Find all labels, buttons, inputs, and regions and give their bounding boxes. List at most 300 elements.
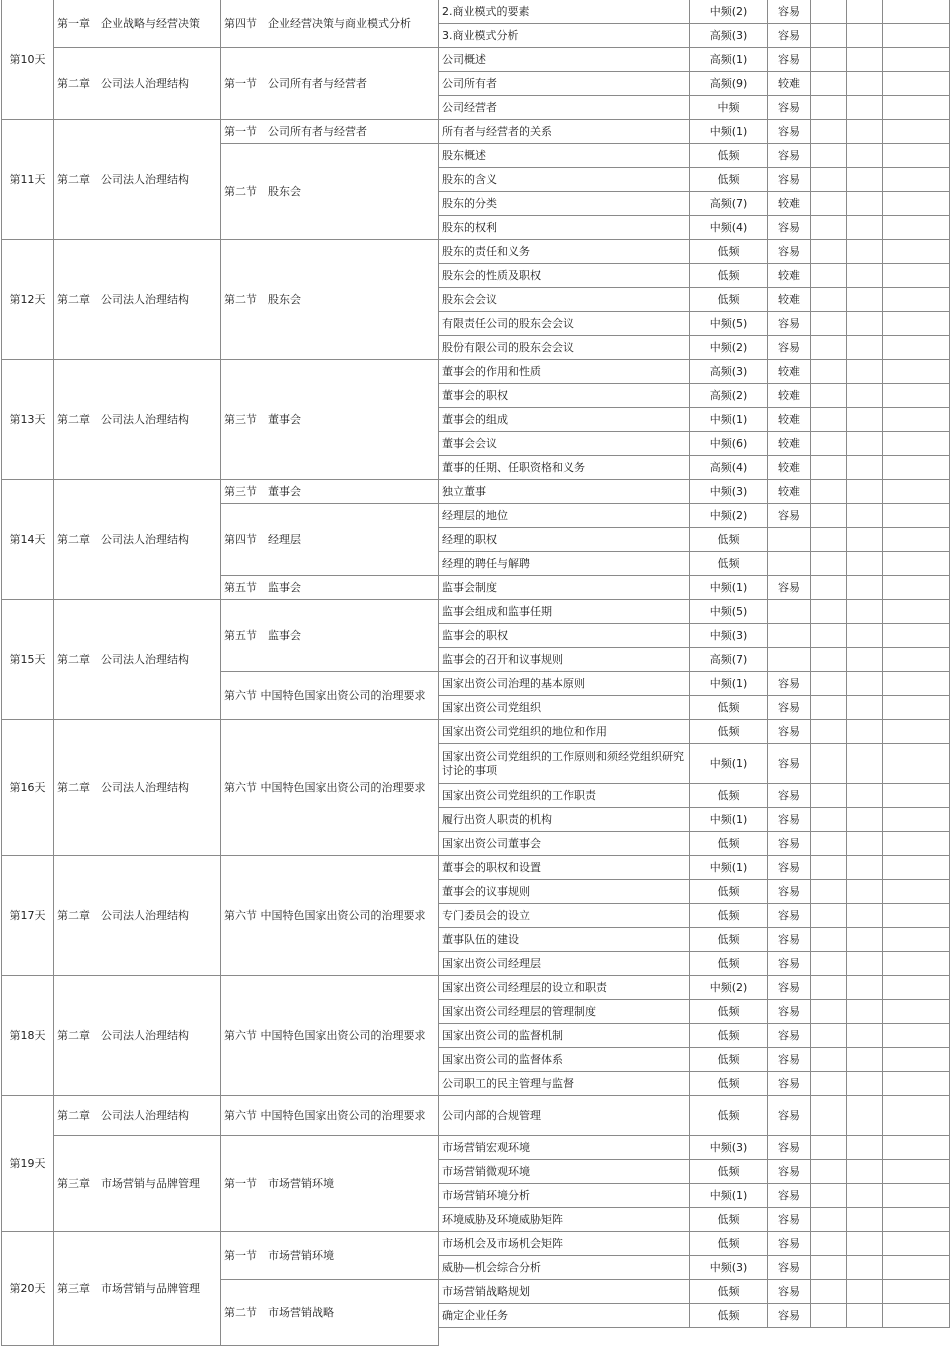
frequency-cell: 低频: [690, 1232, 768, 1256]
knowledge-point: 公司所有者: [439, 72, 690, 96]
blank-cell: [811, 784, 847, 808]
blank-cell: [847, 1072, 883, 1096]
difficulty-cell: 容易: [768, 952, 811, 976]
blank-cell: [811, 216, 847, 240]
blank-cell: [811, 0, 847, 24]
blank-cell: [883, 1048, 950, 1072]
blank-cell: [811, 1024, 847, 1048]
section-title: 第六节 中国特色国家出资公司的治理要求: [221, 976, 439, 1096]
frequency-cell: 中频(5): [690, 600, 768, 624]
frequency-cell: 中频(1): [690, 808, 768, 832]
difficulty-cell: 容易: [768, 1304, 811, 1328]
blank-cell: [811, 552, 847, 576]
difficulty-cell: 容易: [768, 744, 811, 784]
chapter-title: 第二章 公司法人治理结构: [54, 1096, 221, 1136]
difficulty-cell: 较难: [768, 264, 811, 288]
blank-cell: [883, 336, 950, 360]
table-row: [2, 1096, 950, 1136]
knowledge-point: 经理的职权: [439, 528, 690, 552]
knowledge-point: 国家出资公司董事会: [439, 832, 690, 856]
blank-cell: [847, 880, 883, 904]
chapter-title: 第二章 公司法人治理结构: [54, 720, 221, 856]
blank-cell: [883, 456, 950, 480]
blank-cell: [847, 336, 883, 360]
difficulty-cell: 容易: [768, 576, 811, 600]
blank-cell: [883, 1304, 950, 1328]
blank-cell: [847, 264, 883, 288]
blank-cell: [847, 672, 883, 696]
blank-cell: [811, 48, 847, 72]
difficulty-cell: 容易: [768, 856, 811, 880]
table-row: [2, 48, 950, 72]
frequency-cell: 低频: [690, 784, 768, 808]
blank-cell: [847, 784, 883, 808]
knowledge-point: 国家出资公司经理层的管理制度: [439, 1000, 690, 1024]
blank-cell: [847, 192, 883, 216]
table-row: [2, 1136, 950, 1160]
blank-cell: [883, 808, 950, 832]
blank-cell: [847, 1256, 883, 1280]
knowledge-point: 环境威胁及环境威胁矩阵: [439, 1208, 690, 1232]
difficulty-cell: 容易: [768, 96, 811, 120]
blank-cell: [811, 528, 847, 552]
table-row: [2, 600, 950, 624]
knowledge-point: 监事会的职权: [439, 624, 690, 648]
blank-cell: [847, 696, 883, 720]
table-row: [2, 976, 950, 1000]
blank-cell: [883, 600, 950, 624]
knowledge-point: 股东的分类: [439, 192, 690, 216]
blank-cell: [847, 48, 883, 72]
frequency-cell: 低频: [690, 1160, 768, 1184]
knowledge-point: 国家出资公司经理层的设立和职责: [439, 976, 690, 1000]
blank-cell: [847, 384, 883, 408]
blank-cell: [847, 120, 883, 144]
day-label: 第17天: [2, 856, 54, 976]
knowledge-point: 股东的含义: [439, 168, 690, 192]
page: [1, 0, 950, 1346]
blank-cell: [811, 1048, 847, 1072]
knowledge-point: 国家出资公司的监督机制: [439, 1024, 690, 1048]
knowledge-point: 股东概述: [439, 144, 690, 168]
day-label: 第13天: [2, 360, 54, 480]
knowledge-point: 威胁—机会综合分析: [439, 1256, 690, 1280]
blank-cell: [847, 976, 883, 1000]
blank-cell: [811, 976, 847, 1000]
knowledge-point: 市场营销宏观环境: [439, 1136, 690, 1160]
blank-cell: [811, 576, 847, 600]
blank-cell: [847, 1000, 883, 1024]
blank-cell: [883, 168, 950, 192]
blank-cell: [883, 72, 950, 96]
day-label: 第18天: [2, 976, 54, 1096]
table-row: [2, 1232, 950, 1256]
difficulty-cell: 容易: [768, 144, 811, 168]
blank-cell: [811, 1304, 847, 1328]
frequency-cell: 低频: [690, 1000, 768, 1024]
blank-cell: [847, 312, 883, 336]
difficulty-cell: 容易: [768, 784, 811, 808]
difficulty-cell: 较难: [768, 432, 811, 456]
knowledge-point: 监事会制度: [439, 576, 690, 600]
blank-cell: [811, 312, 847, 336]
difficulty-cell: 容易: [768, 904, 811, 928]
chapter-title: 第二章 公司法人治理结构: [54, 48, 221, 120]
frequency-cell: 中频(1): [690, 856, 768, 880]
blank-cell: [883, 1024, 950, 1048]
frequency-cell: 中频(3): [690, 1256, 768, 1280]
table-row: [2, 856, 950, 880]
blank-cell: [811, 336, 847, 360]
frequency-cell: 低频: [690, 952, 768, 976]
blank-cell: [811, 880, 847, 904]
blank-cell: [883, 1000, 950, 1024]
table-body: [2, 0, 950, 1346]
knowledge-point: 股东会会议: [439, 288, 690, 312]
difficulty-cell: 容易: [768, 24, 811, 48]
blank-cell: [847, 456, 883, 480]
knowledge-point: 市场机会及市场机会矩阵: [439, 1232, 690, 1256]
frequency-cell: 中频(3): [690, 1136, 768, 1160]
blank-cell: [847, 624, 883, 648]
difficulty-cell: 容易: [768, 216, 811, 240]
knowledge-point: 董事会的议事规则: [439, 880, 690, 904]
blank-cell: [847, 72, 883, 96]
blank-cell: [811, 832, 847, 856]
knowledge-point: 股份有限公司的股东会会议: [439, 336, 690, 360]
blank-cell: [847, 216, 883, 240]
knowledge-point: 2.商业模式的要素: [439, 0, 690, 24]
chapter-title: 第二章 公司法人治理结构: [54, 120, 221, 240]
knowledge-point: 专门委员会的设立: [439, 904, 690, 928]
blank-cell: [811, 904, 847, 928]
blank-cell: [811, 600, 847, 624]
blank-cell: [847, 600, 883, 624]
difficulty-cell: 容易: [768, 1232, 811, 1256]
blank-cell: [811, 928, 847, 952]
frequency-cell: 中频(6): [690, 432, 768, 456]
blank-cell: [847, 0, 883, 24]
difficulty-cell: 较难: [768, 288, 811, 312]
table-row: [2, 360, 950, 384]
knowledge-point: 股东的权利: [439, 216, 690, 240]
knowledge-point: 董事会的职权和设置: [439, 856, 690, 880]
difficulty-cell: [768, 552, 811, 576]
blank-cell: [883, 624, 950, 648]
blank-cell: [883, 856, 950, 880]
blank-cell: [883, 504, 950, 528]
blank-cell: [811, 952, 847, 976]
frequency-cell: 低频: [690, 904, 768, 928]
difficulty-cell: 较难: [768, 72, 811, 96]
blank-cell: [811, 1000, 847, 1024]
section-title: 第一节 公司所有者与经营者: [221, 48, 439, 120]
blank-cell: [883, 1160, 950, 1184]
blank-cell: [883, 696, 950, 720]
frequency-cell: 高频(9): [690, 72, 768, 96]
blank-cell: [847, 528, 883, 552]
knowledge-point: 公司概述: [439, 48, 690, 72]
blank-cell: [847, 480, 883, 504]
knowledge-point: 董事会的组成: [439, 408, 690, 432]
blank-cell: [883, 648, 950, 672]
frequency-cell: 中频(1): [690, 672, 768, 696]
knowledge-point: 股东的责任和义务: [439, 240, 690, 264]
frequency-cell: 低频: [690, 288, 768, 312]
difficulty-cell: 容易: [768, 672, 811, 696]
blank-cell: [811, 120, 847, 144]
chapter-title: 第二章 公司法人治理结构: [54, 360, 221, 480]
blank-cell: [883, 832, 950, 856]
difficulty-cell: 容易: [768, 1096, 811, 1136]
frequency-cell: 中频(1): [690, 744, 768, 784]
blank-cell: [811, 1232, 847, 1256]
frequency-cell: 中频(3): [690, 480, 768, 504]
blank-cell: [883, 1184, 950, 1208]
frequency-cell: 高频(7): [690, 192, 768, 216]
difficulty-cell: [768, 648, 811, 672]
blank-cell: [811, 1208, 847, 1232]
blank-cell: [811, 192, 847, 216]
chapter-title: 第二章 公司法人治理结构: [54, 856, 221, 976]
blank-cell: [847, 952, 883, 976]
blank-cell: [883, 744, 950, 784]
section-title: 第六节 中国特色国家出资公司的治理要求: [221, 720, 439, 856]
difficulty-cell: 较难: [768, 456, 811, 480]
blank-cell: [811, 504, 847, 528]
frequency-cell: 低频: [690, 264, 768, 288]
blank-cell: [811, 808, 847, 832]
difficulty-cell: 容易: [768, 1208, 811, 1232]
blank-cell: [883, 1256, 950, 1280]
table-row: [2, 120, 950, 144]
frequency-cell: 低频: [690, 528, 768, 552]
difficulty-cell: 容易: [768, 120, 811, 144]
blank-cell: [883, 384, 950, 408]
blank-cell: [883, 1096, 950, 1136]
knowledge-point: 股东会的性质及职权: [439, 264, 690, 288]
blank-cell: [811, 744, 847, 784]
knowledge-point: 公司内部的合规管理: [439, 1096, 690, 1136]
knowledge-point: 有限责任公司的股东会会议: [439, 312, 690, 336]
knowledge-point: 经理层的地位: [439, 504, 690, 528]
difficulty-cell: 容易: [768, 880, 811, 904]
blank-cell: [883, 264, 950, 288]
section-title: 第一节 市场营销环境: [221, 1136, 439, 1232]
blank-cell: [883, 1072, 950, 1096]
blank-cell: [883, 240, 950, 264]
difficulty-cell: 容易: [768, 336, 811, 360]
difficulty-cell: 容易: [768, 1256, 811, 1280]
knowledge-point: 董事会会议: [439, 432, 690, 456]
difficulty-cell: 容易: [768, 1024, 811, 1048]
frequency-cell: 低频: [690, 832, 768, 856]
blank-cell: [847, 1024, 883, 1048]
blank-cell: [811, 408, 847, 432]
difficulty-cell: 容易: [768, 1280, 811, 1304]
difficulty-cell: 容易: [768, 1000, 811, 1024]
day-label: 第16天: [2, 720, 54, 856]
blank-cell: [883, 720, 950, 744]
knowledge-point: 市场营销微观环境: [439, 1160, 690, 1184]
blank-cell: [847, 1096, 883, 1136]
difficulty-cell: 容易: [768, 1072, 811, 1096]
difficulty-cell: 容易: [768, 976, 811, 1000]
blank-cell: [847, 648, 883, 672]
difficulty-cell: 容易: [768, 696, 811, 720]
blank-cell: [847, 576, 883, 600]
frequency-cell: 低频: [690, 1024, 768, 1048]
frequency-cell: 高频(7): [690, 648, 768, 672]
blank-cell: [847, 1048, 883, 1072]
section-title: 第一节 市场营销环境: [221, 1232, 439, 1280]
knowledge-point: 公司职工的民主管理与监督: [439, 1072, 690, 1096]
knowledge-point: 经理的聘任与解聘: [439, 552, 690, 576]
frequency-cell: 中频(2): [690, 336, 768, 360]
frequency-cell: 高频(2): [690, 384, 768, 408]
blank-cell: [811, 456, 847, 480]
chapter-title: 第二章 公司法人治理结构: [54, 976, 221, 1096]
blank-cell: [847, 904, 883, 928]
blank-cell: [847, 1304, 883, 1328]
difficulty-cell: 容易: [768, 1048, 811, 1072]
frequency-cell: 中频(1): [690, 120, 768, 144]
blank-cell: [847, 1232, 883, 1256]
knowledge-point: 市场营销环境分析: [439, 1184, 690, 1208]
blank-cell: [883, 576, 950, 600]
chapter-title: 第二章 公司法人治理结构: [54, 480, 221, 600]
day-label: 第10天: [2, 0, 54, 120]
blank-cell: [883, 1232, 950, 1256]
blank-cell: [811, 288, 847, 312]
blank-cell: [883, 904, 950, 928]
blank-cell: [847, 1208, 883, 1232]
day-label: 第14天: [2, 480, 54, 600]
blank-cell: [847, 24, 883, 48]
blank-cell: [811, 480, 847, 504]
knowledge-point: 国家出资公司党组织的地位和作用: [439, 720, 690, 744]
difficulty-cell: [768, 624, 811, 648]
difficulty-cell: 容易: [768, 312, 811, 336]
difficulty-cell: 容易: [768, 1184, 811, 1208]
blank-cell: [847, 432, 883, 456]
difficulty-cell: 较难: [768, 192, 811, 216]
section-title: 第五节 监事会: [221, 600, 439, 672]
blank-cell: [811, 672, 847, 696]
knowledge-point: 国家出资公司治理的基本原则: [439, 672, 690, 696]
blank-cell: [811, 856, 847, 880]
difficulty-cell: 容易: [768, 808, 811, 832]
frequency-cell: 低频: [690, 1072, 768, 1096]
difficulty-cell: [768, 528, 811, 552]
frequency-cell: 中频(1): [690, 1184, 768, 1208]
frequency-cell: 低频: [690, 1096, 768, 1136]
knowledge-point: 3.商业模式分析: [439, 24, 690, 48]
blank-cell: [811, 1096, 847, 1136]
frequency-cell: 低频: [690, 696, 768, 720]
frequency-cell: 低频: [690, 928, 768, 952]
blank-cell: [847, 552, 883, 576]
frequency-cell: 中频(2): [690, 976, 768, 1000]
blank-cell: [883, 408, 950, 432]
blank-cell: [847, 1160, 883, 1184]
chapter-title: 第三章 市场营销与品牌管理: [54, 1136, 221, 1232]
day-label: 第19天: [2, 1096, 54, 1232]
frequency-cell: 高频(1): [690, 48, 768, 72]
difficulty-cell: 容易: [768, 168, 811, 192]
knowledge-point: 董事的任期、任职资格和义务: [439, 456, 690, 480]
frequency-cell: 中频(4): [690, 216, 768, 240]
chapter-title: 第一章 企业战略与经营决策: [54, 0, 221, 48]
knowledge-point: 监事会的召开和议事规则: [439, 648, 690, 672]
blank-cell: [883, 312, 950, 336]
knowledge-point: 确定企业任务: [439, 1304, 690, 1328]
table-row: [2, 480, 950, 504]
blank-cell: [811, 648, 847, 672]
blank-cell: [883, 1136, 950, 1160]
frequency-cell: 中频(5): [690, 312, 768, 336]
knowledge-point: 所有者与经营者的关系: [439, 120, 690, 144]
blank-cell: [847, 408, 883, 432]
blank-cell: [847, 808, 883, 832]
frequency-cell: 中频(2): [690, 504, 768, 528]
difficulty-cell: 容易: [768, 0, 811, 24]
knowledge-point: 履行出资人职责的机构: [439, 808, 690, 832]
difficulty-cell: 容易: [768, 928, 811, 952]
frequency-cell: 中频: [690, 96, 768, 120]
blank-cell: [883, 552, 950, 576]
difficulty-cell: 较难: [768, 384, 811, 408]
blank-cell: [847, 832, 883, 856]
blank-cell: [883, 216, 950, 240]
blank-cell: [883, 1208, 950, 1232]
blank-cell: [883, 192, 950, 216]
knowledge-point: 董事会的作用和性质: [439, 360, 690, 384]
section-title: 第六节 中国特色国家出资公司的治理要求: [221, 856, 439, 976]
blank-cell: [883, 952, 950, 976]
section-title: 第二节 股东会: [221, 144, 439, 240]
blank-cell: [883, 144, 950, 168]
blank-cell: [811, 432, 847, 456]
blank-cell: [811, 1184, 847, 1208]
difficulty-cell: 较难: [768, 480, 811, 504]
difficulty-cell: 容易: [768, 1136, 811, 1160]
knowledge-point: 国家出资公司经理层: [439, 952, 690, 976]
blank-cell: [847, 1184, 883, 1208]
frequency-cell: 低频: [690, 552, 768, 576]
section-title: 第四节 经理层: [221, 504, 439, 576]
blank-cell: [847, 720, 883, 744]
difficulty-cell: 较难: [768, 408, 811, 432]
study-plan-table: [1, 0, 950, 1346]
section-title: 第一节 公司所有者与经营者: [221, 120, 439, 144]
frequency-cell: 低频: [690, 168, 768, 192]
chapter-title: 第三章 市场营销与品牌管理: [54, 1232, 221, 1346]
frequency-cell: 低频: [690, 144, 768, 168]
blank-cell: [883, 672, 950, 696]
blank-cell: [847, 360, 883, 384]
blank-cell: [811, 168, 847, 192]
day-label: 第12天: [2, 240, 54, 360]
knowledge-point: 董事队伍的建设: [439, 928, 690, 952]
frequency-cell: 低频: [690, 1280, 768, 1304]
frequency-cell: 中频(3): [690, 624, 768, 648]
blank-cell: [847, 744, 883, 784]
blank-cell: [883, 480, 950, 504]
frequency-cell: 高频(3): [690, 360, 768, 384]
blank-cell: [847, 144, 883, 168]
frequency-cell: 中频(2): [690, 0, 768, 24]
